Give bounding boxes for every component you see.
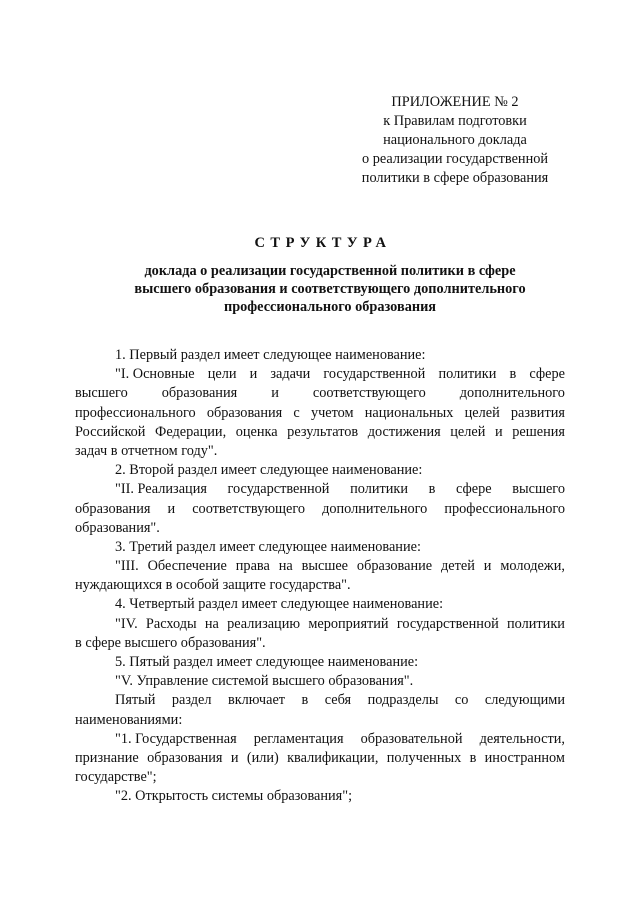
word: достижения (367, 423, 441, 440)
paragraph-line: наименованиями: (75, 711, 183, 728)
word: иностранном (484, 749, 565, 766)
word: задачи (270, 366, 311, 383)
word: высшего (512, 481, 565, 498)
word: профессионального (444, 500, 565, 517)
word: Обеспечение (147, 558, 227, 575)
word: (или) (246, 749, 279, 766)
justified-line (75, 384, 565, 403)
paragraph-line: задач в отчетном году". (75, 442, 218, 459)
word: "I. Основные (115, 366, 195, 383)
word: с (293, 404, 300, 421)
word: национальных (364, 404, 454, 421)
paragraph-line: государстве"; (75, 769, 157, 786)
paragraph-line: 2. Второй раздел имеет следующее наименование: (115, 462, 423, 479)
word: и (249, 366, 258, 383)
word: "1. Государственная (115, 730, 237, 747)
word: дополнительного (322, 500, 428, 517)
paragraph-line: образования". (75, 519, 160, 536)
word: Российской (75, 423, 146, 440)
appendix-block (330, 93, 580, 188)
word: признание (75, 749, 139, 766)
word: и (167, 500, 176, 517)
word: в (301, 692, 309, 709)
word: образовательной (360, 730, 463, 747)
paragraph-line: 5. Пятый раздел имеет следующее наименование: (115, 654, 419, 670)
word: государственной (396, 615, 499, 632)
word: права (235, 558, 270, 575)
word: соответствующего (192, 500, 306, 517)
word: дополнительного (459, 385, 565, 402)
word: Федерации, (155, 423, 227, 440)
appendix-line: к Правилам подготовки (383, 113, 527, 129)
word: государственной (227, 481, 330, 498)
word: включает (227, 692, 286, 709)
word: высшего (75, 385, 128, 402)
word: профессионального (75, 404, 196, 421)
word: мероприятий (308, 615, 389, 632)
word: квалификации, (287, 749, 379, 766)
paragraph-line: "V. Управление системой высшего образования". (115, 673, 414, 690)
word: Пятый (115, 692, 156, 709)
word: "IV. (115, 615, 138, 632)
word: сфере (456, 481, 492, 498)
paragraph-line: 3. Третий раздел имеет следующее наименование: (115, 538, 421, 555)
word: деятельности, (479, 730, 565, 747)
word: в (509, 366, 517, 383)
word: со (454, 692, 469, 709)
word: политики (507, 615, 565, 632)
subtitle-line: профессионального образования (223, 299, 437, 315)
subtitle-line: доклада о реализации государственной политики в сфере (144, 263, 516, 279)
word: высшее (301, 558, 349, 575)
word: образования (147, 749, 223, 766)
word: на (278, 558, 293, 575)
document-title: СТРУКТУРА (254, 235, 392, 251)
appendix-line: о реализации государственной (361, 151, 549, 167)
word: учетом (310, 404, 354, 421)
word: детей (441, 558, 475, 575)
word: решения (512, 423, 565, 440)
word: и (495, 423, 503, 440)
word: регламентация (253, 730, 344, 747)
document-subtitle (80, 262, 580, 316)
word: в (469, 749, 477, 766)
word: развития (510, 404, 565, 421)
document-body (75, 346, 565, 807)
word: образования (75, 500, 151, 517)
subtitle-line: высшего образования и соответствующего дополнительного (134, 281, 526, 297)
paragraph-line: в сфере высшего образования". (75, 634, 266, 651)
word: целей (464, 404, 500, 421)
word: сфере (529, 366, 565, 383)
word: в (428, 481, 436, 498)
word: соответствующего (312, 385, 426, 402)
justified-line (75, 404, 565, 423)
appendix-line: политики в сфере образования (361, 170, 549, 186)
word: цели (207, 366, 237, 383)
word: результатов (287, 423, 359, 440)
justified-line (75, 615, 565, 634)
word: себя (324, 692, 352, 709)
justified-line (75, 423, 565, 442)
word: реализацию (227, 615, 301, 632)
word: и (230, 749, 239, 766)
word: и (271, 385, 279, 402)
word: целей (450, 423, 486, 440)
paragraph-line: "2. Открытость системы образования"; (115, 788, 353, 805)
justified-line (75, 557, 565, 576)
word: и (483, 558, 492, 575)
word: политики (438, 366, 497, 383)
word: подразделы (367, 692, 439, 709)
word: раздел (171, 692, 212, 709)
word: "III. (115, 558, 139, 575)
word: "II. Реализация (115, 481, 207, 498)
word: полученных (386, 749, 462, 766)
word: образования (161, 385, 238, 402)
justified-line (75, 500, 565, 519)
paragraph-line: 4. Четвертый раздел имеет следующее наименование: (115, 596, 444, 613)
paragraph-line: нуждающихся в особой защите государства". (75, 577, 351, 594)
justified-line (75, 691, 565, 710)
word: государственной (323, 366, 426, 383)
word: образование (356, 558, 433, 575)
word: образования (206, 404, 283, 421)
justified-line (75, 365, 565, 384)
word: Расходы (145, 615, 197, 632)
word: молодежи, (500, 558, 565, 575)
word: на (204, 615, 219, 632)
appendix-line: национального доклада (383, 132, 527, 148)
word: политики (350, 481, 408, 498)
justified-line (75, 730, 565, 749)
word: следующими (484, 692, 565, 709)
justified-line (75, 749, 565, 768)
justified-line (75, 480, 565, 499)
word: оценка (235, 423, 278, 440)
paragraph-line: 1. Первый раздел имеет следующее наименование: (115, 347, 426, 363)
appendix-line: ПРИЛОЖЕНИЕ № 2 (391, 94, 519, 110)
